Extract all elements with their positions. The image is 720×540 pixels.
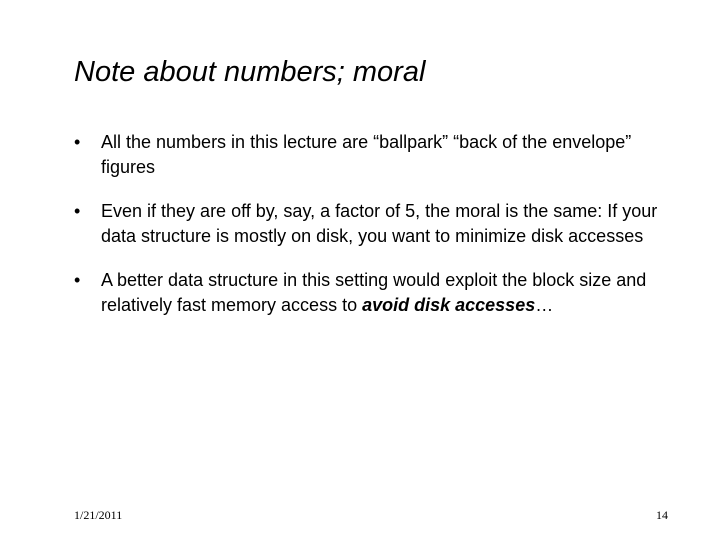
bullet-icon: • xyxy=(74,270,81,290)
bullet-item xyxy=(74,268,684,317)
footer-date: 1/21/2011 xyxy=(74,508,123,522)
bullet-text-before: A better data structure in this setting would exploit the block size and relatively fast memory access to xyxy=(101,270,647,315)
bullet-icon: • xyxy=(74,132,81,152)
bullet-list xyxy=(74,130,684,337)
bullet-item xyxy=(74,199,684,248)
bullet-emphasis: avoid disk accesses xyxy=(362,294,536,315)
footer-page-number: 14 xyxy=(656,508,668,522)
bullet-item xyxy=(74,130,684,179)
slide-title: Note about numbers; moral xyxy=(74,56,426,88)
bullet-text: All the numbers in this lecture are “ballpark” “back of the envelope” figures xyxy=(101,132,632,177)
bullet-icon: • xyxy=(74,201,81,221)
bullet-text-after: … xyxy=(535,294,554,315)
bullet-text: Even if they are off by, say, a factor of 5, the moral is the same: If your data structure is mostly on disk, you want to minimize disk accesses xyxy=(101,201,658,246)
